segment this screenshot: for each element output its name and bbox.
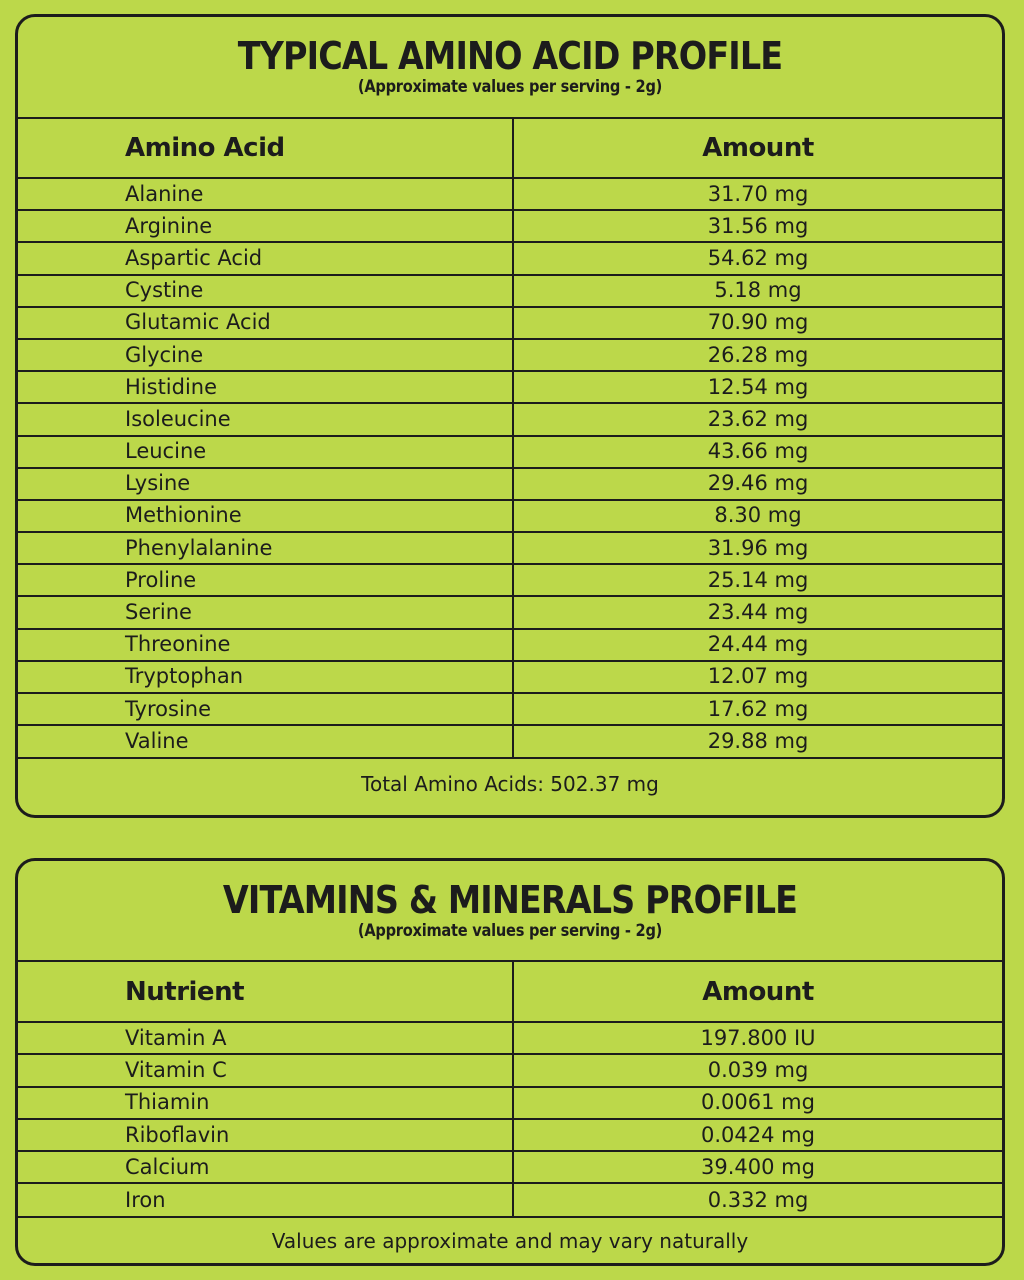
table-row (18, 242, 1002, 274)
row-amount: 29.88 mg (707, 729, 809, 754)
row-name: Tyrosine (18, 693, 513, 725)
row-amount: 0.332 mg (707, 1187, 809, 1212)
row-name: Riboflavin (18, 1119, 513, 1151)
table-row (18, 339, 1002, 371)
row-name: Methionine (18, 500, 513, 532)
amino-table (18, 119, 1002, 757)
vitamins-header-row (18, 962, 1002, 1022)
amino-col-name-header: Amino Acid (18, 119, 513, 178)
vitamins-note: Values are approximate and may vary naturally (18, 1216, 1002, 1266)
row-amount: 5.18 mg (513, 275, 1002, 307)
vitamins-table (18, 962, 1002, 1216)
row-amount: 26.28 mg (513, 339, 1002, 371)
row-name: Lysine (18, 468, 513, 500)
row-name: Threonine (18, 629, 513, 661)
table-row (18, 307, 1002, 339)
vitamins-col-name-header: Nutrient (18, 962, 513, 1022)
row-name: Histidine (18, 371, 513, 403)
table-row (18, 275, 1002, 307)
vitamins-panel (15, 858, 1005, 1266)
table-row (18, 210, 1002, 242)
row-name: Arginine (18, 210, 513, 242)
vitamins-col-amount-header: Amount (513, 962, 1002, 1022)
row-amount: 0.039 mg (513, 1054, 1002, 1086)
amino-table-body (18, 178, 1002, 757)
row-name: Aspartic Acid (18, 242, 513, 274)
row-amount: 24.44 mg (513, 629, 1002, 661)
row-amount: 12.54 mg (513, 371, 1002, 403)
row-amount: 23.62 mg (513, 403, 1002, 435)
table-row (18, 1151, 1002, 1183)
vitamins-table-body (18, 1022, 1002, 1216)
vitamins-title: VITAMINS & MINERALS PROFILE (222, 878, 798, 922)
row-amount: 43.66 mg (513, 436, 1002, 468)
table-row (18, 436, 1002, 468)
row-amount: 31.56 mg (513, 210, 1002, 242)
row-amount: 25.14 mg (513, 564, 1002, 596)
amino-subtitle: (Approximate values per serving - 2g) (357, 77, 663, 97)
row-name: Phenylalanine (18, 532, 513, 564)
row-name: Leucine (18, 436, 513, 468)
table-row (18, 596, 1002, 628)
row-name: Proline (18, 564, 513, 596)
table-row (18, 1054, 1002, 1086)
row-amount: 54.62 mg (513, 242, 1002, 274)
row-amount: 70.90 mg (513, 307, 1002, 339)
table-row (18, 629, 1002, 661)
table-row (18, 1119, 1002, 1151)
vitamins-header (18, 861, 1002, 962)
row-amount: 0.0424 mg (513, 1119, 1002, 1151)
amino-total: Total Amino Acids: 502.37 mg (18, 757, 1002, 813)
row-amount: 197.800 IU (513, 1022, 1002, 1054)
row-name: Glycine (18, 339, 513, 371)
row-name: Iron (18, 1183, 513, 1215)
vitamins-subtitle: (Approximate values per serving - 2g) (357, 921, 663, 941)
row-amount: 8.30 mg (513, 500, 1002, 532)
row-amount: 39.400 mg (513, 1151, 1002, 1183)
table-row (18, 1183, 1002, 1215)
table-row (18, 468, 1002, 500)
table-row (18, 403, 1002, 435)
row-name: Cystine (18, 275, 513, 307)
row-name: Thiamin (18, 1087, 513, 1119)
row-name: Valine (18, 725, 513, 757)
table-row (18, 661, 1002, 693)
row-name: Isoleucine (18, 403, 513, 435)
row-name: Calcium (18, 1151, 513, 1183)
amino-col-amount-header: Amount (513, 119, 1002, 178)
table-row (18, 693, 1002, 725)
row-name: Glutamic Acid (18, 307, 513, 339)
table-row (18, 725, 1002, 757)
row-amount: 17.62 mg (513, 693, 1002, 725)
row-amount: 31.70 mg (513, 178, 1002, 210)
table-row (18, 1087, 1002, 1119)
row-name: Tryptophan (18, 661, 513, 693)
row-name: Vitamin C (18, 1054, 513, 1086)
table-row (18, 564, 1002, 596)
table-row (18, 1022, 1002, 1054)
amino-header (18, 17, 1002, 119)
row-amount: 12.07 mg (513, 661, 1002, 693)
amino-acid-panel (15, 14, 1005, 818)
row-name: Alanine (18, 178, 513, 210)
table-row (18, 178, 1002, 210)
amino-header-row (18, 119, 1002, 178)
row-amount: 23.44 mg (513, 596, 1002, 628)
table-row (18, 532, 1002, 564)
row-amount: 29.46 mg (513, 468, 1002, 500)
table-row (18, 500, 1002, 532)
row-name: Vitamin A (18, 1022, 513, 1054)
row-amount: 31.96 mg (513, 532, 1002, 564)
row-name: Serine (18, 596, 513, 628)
row-amount: 0.0061 mg (513, 1087, 1002, 1119)
table-row (18, 371, 1002, 403)
amino-title: TYPICAL AMINO ACID PROFILE (237, 34, 783, 78)
